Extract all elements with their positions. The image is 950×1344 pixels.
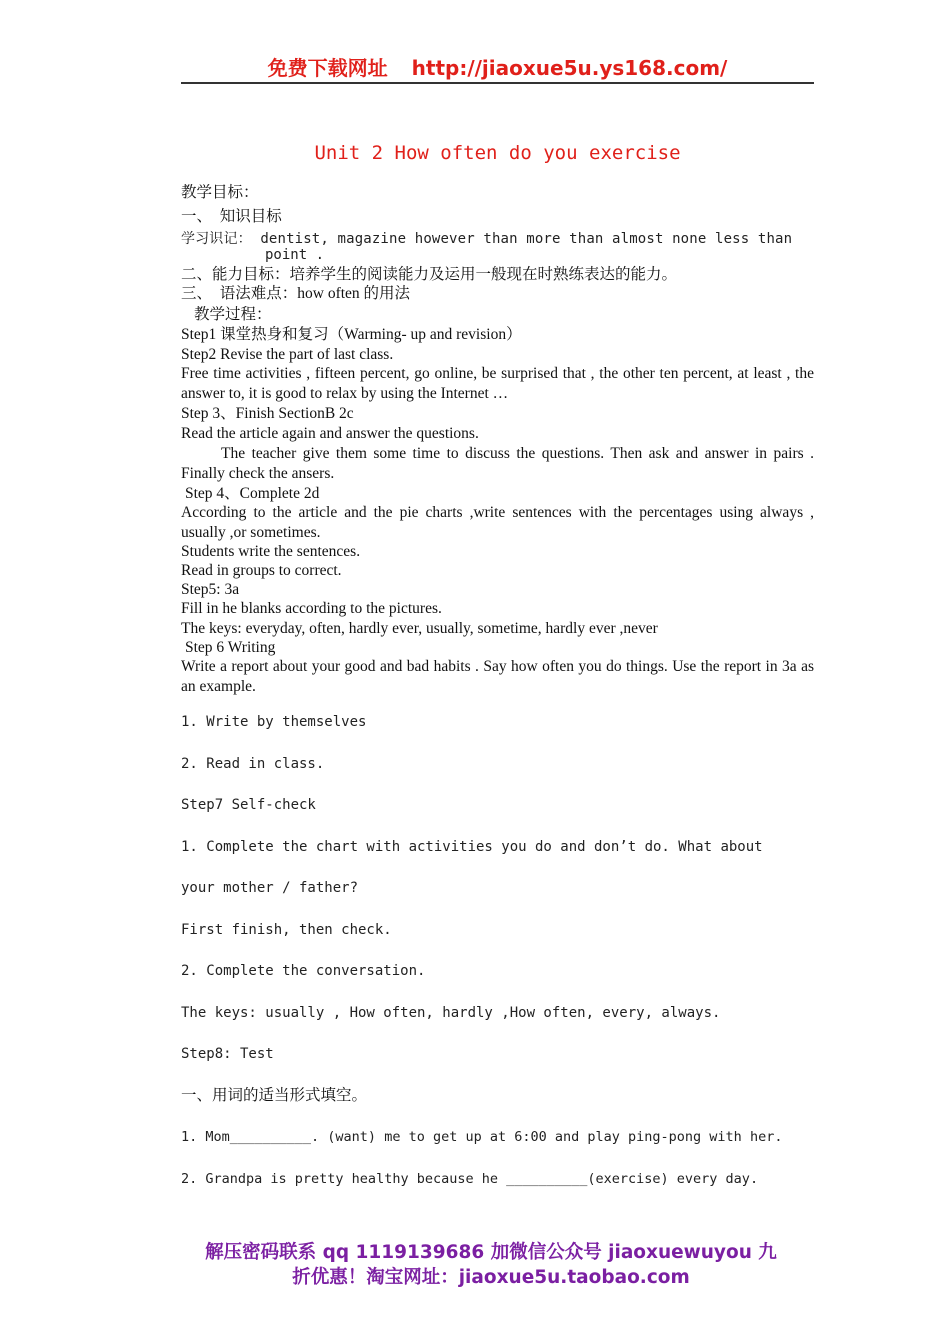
process-heading: 教学过程：	[194, 306, 272, 323]
fill-in: Fill in he blanks according to the pictures.	[181, 600, 442, 617]
mono-line-first-finish: First finish, then check.	[181, 922, 392, 938]
step4: Step 4、Complete 2d	[185, 485, 320, 502]
objective-ability: 二、能力目标：培养学生的阅读能力及运用一般现在时熟练表达的能力。	[181, 266, 678, 283]
header-url-link[interactable]: http://jiaoxue5u.ys168.com/	[411, 56, 728, 80]
exercise-item-1: 1. Mom__________. (want) me to get up at 6:00 and play ping-pong with her.	[181, 1129, 783, 1145]
step1: Step1 课堂热身和复习（Warming- up and revision）	[181, 326, 522, 343]
objectives-heading: 教学目标：	[181, 184, 259, 201]
step5: Step5: 3a	[181, 581, 240, 598]
exercise-item-2: 2. Grandpa is pretty healthy because he __________(exercise) every day.	[181, 1171, 759, 1187]
header-label: 免费下载网址	[267, 56, 388, 80]
page-footer	[181, 1240, 801, 1290]
teacher-instructions: The teacher give them some time to discuss the questions. Then ask and answer in pairs . Finally check the ansers.	[181, 445, 814, 482]
document-title: Unit 2 How often do you exercise	[314, 142, 681, 164]
write-report: Write a report about your good and bad habits . Say how often you do things. Use the report in 3a as an example.	[181, 658, 814, 695]
mono-line-read-class: 2. Read in class.	[181, 756, 325, 772]
step6: Step 6 Writing	[185, 639, 276, 656]
mono-line-keys: The keys: usually , How often, hardly ,How often, every, always.	[181, 1005, 721, 1021]
footer-contact: 解压密码联系 qq 1119139686 加微信公众号 jiaoxuewuyou 九	[205, 1242, 777, 1263]
read-article: Read the article again and answer the questions.	[181, 425, 479, 442]
mono-line-mother-father: your mother / father?	[181, 880, 359, 896]
read-groups: Read in groups to correct.	[181, 562, 342, 579]
footer-shop-link[interactable]: 折优惠！淘宝网址：jiaoxue5u.taobao.com	[292, 1267, 690, 1288]
objective-knowledge: 一、 知识目标	[181, 208, 282, 225]
step3: Step 3、Finish SectionB 2c	[181, 405, 354, 422]
objective-grammar: 三、 语法难点：how often 的用法	[181, 285, 411, 302]
according-instructions: According to the article and the pie charts ,write sentences with the percentages using always , usually ,or sometimes.	[181, 504, 814, 541]
mono-line-complete-conversation: 2. Complete the conversation.	[181, 963, 426, 979]
mono-line-step7: Step7 Self-check	[181, 797, 316, 813]
step2: Step2 Revise the part of last class.	[181, 346, 394, 363]
memorize-words-cont: point .	[265, 247, 325, 263]
mono-line-step8: Step8: Test	[181, 1046, 274, 1062]
exercise-heading: 一、用词的适当形式填空。	[181, 1087, 368, 1104]
mono-line-complete-chart: 1. Complete the chart with activities you do and don’t do. What about	[181, 839, 763, 855]
memorize-words: 学习识记： dentist, magazine however than more than almost none less than	[181, 231, 793, 247]
students-write: Students write the sentences.	[181, 543, 361, 560]
keys-3a: The keys: everyday, often, hardly ever, usually, sometime, hardly ever ,never	[181, 620, 658, 637]
page-header	[181, 54, 814, 84]
mono-line-write-themselves: 1. Write by themselves	[181, 714, 367, 730]
free-time-phrases: Free time activities , fifteen percent, go online, be surprised that , the other ten percent, at least , the answer to, it is good to relax by using the Internet …	[181, 365, 814, 402]
